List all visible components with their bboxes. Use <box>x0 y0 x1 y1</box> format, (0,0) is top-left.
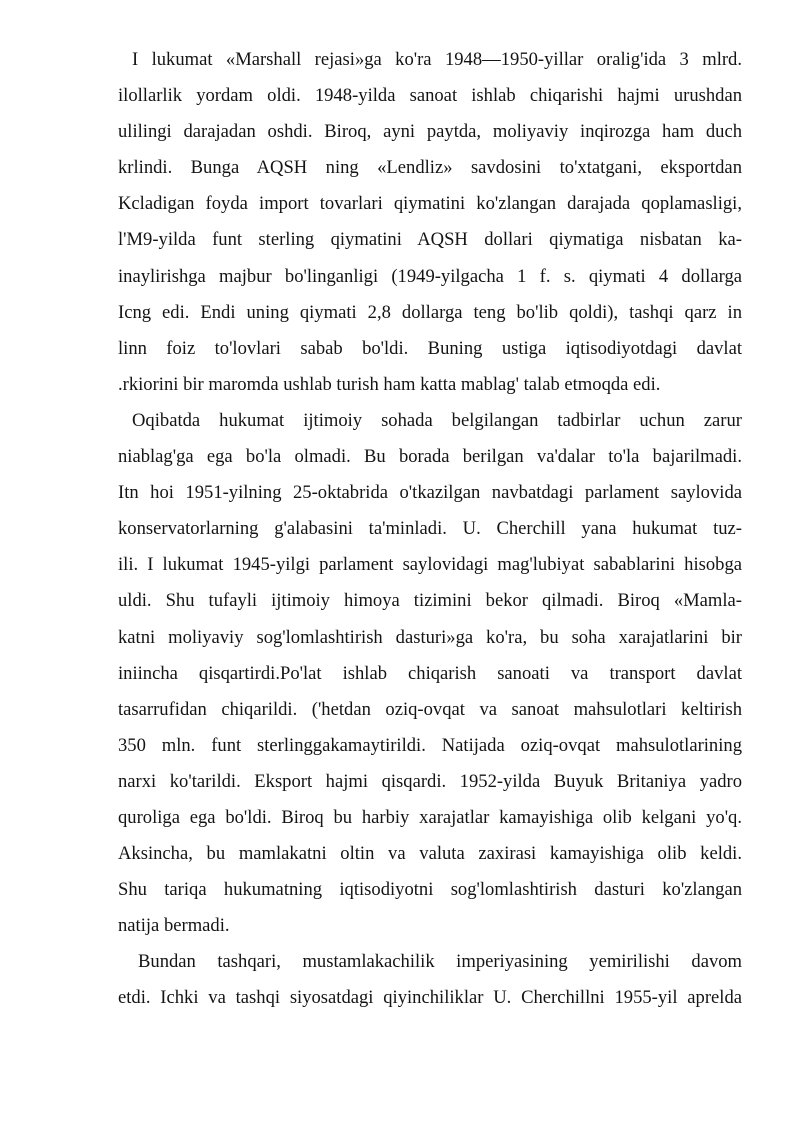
paragraph-line: katni moliyaviy sog'lomlashtirish dasturi»ga ko'ra, bu soha xarajatlarini bir <box>118 626 742 648</box>
document-page <box>118 42 742 1017</box>
paragraph-line: niablag'ga ega bo'la olmadi. Bu borada berilgan va'dalar to'la bajarilmadi. <box>118 446 742 468</box>
paragraph-line: narxi ko'tarildi. Eksport hajmi qisqardi. 1952-yilda Buyuk Britaniya yadro <box>118 770 742 792</box>
paragraph-line: .rkiorini bir maromda ushlab turish ham katta mablag' talab etmoqda edi. <box>118 373 661 395</box>
paragraph-line: linn foiz to'lovlari sabab bo'ldi. Buning ustiga iqtisodiyotdagi davlat <box>118 337 742 359</box>
paragraph-line: ilollarlik yordam oldi. 1948-yilda sanoat ishlab chiqarishi hajmi urushdan <box>118 85 742 107</box>
paragraph-line: konservatorlarning g'alabasini ta'minladi. U. Cherchill yana hukumat tuz- <box>118 518 742 540</box>
paragraph-1 <box>118 42 742 403</box>
paragraph-line: quroliga ega bo'ldi. Biroq bu harbiy xarajatlar kamayishiga olib kelgani yo'q. <box>118 806 742 828</box>
paragraph-line: uldi. Shu tufayli ijtimoiy himoya tizimini bekor qilmadi. Biroq «Mamla- <box>118 590 742 612</box>
paragraph-line: ili. I lukumat 1945-yilgi parlament saylovidagi mag'lubiyat sabablarini hisobga <box>118 554 742 576</box>
paragraph-line: Icng edi. Endi uning qiymati 2,8 dollarga teng bo'lib qoldi), tashqi qarz in <box>118 301 742 323</box>
paragraph-line: Itn hoi 1951-yilning 25-oktabrida o'tkazilgan navbatdagi parlament saylovida <box>118 482 742 504</box>
paragraph-line: krlindi. Bunga AQSH ning «Lendliz» savdosini to'xtatgani, eksportdan <box>118 157 742 179</box>
paragraph-line: iniincha qisqartirdi.Po'lat ishlab chiqarish sanoati va transport davlat <box>118 662 742 684</box>
paragraph-line: Kcladigan foyda import tovarlari qiymatini ko'zlangan darajada qoplamasligi, <box>118 193 742 215</box>
paragraph-line: inaylirishga majbur bo'linganligi (1949-yilgacha 1 f. s. qiymati 4 dollarga <box>118 265 742 287</box>
paragraph-3 <box>118 944 742 1016</box>
paragraph-line: natija bermadi. <box>118 915 230 937</box>
paragraph-line: tasarrufidan chiqarildi. ('hetdan oziq-ovqat va sanoat mahsulotlari keltirish <box>118 698 742 720</box>
paragraph-line: 350 mln. funt sterlinggakamaytirildi. Natijada oziq-ovqat mahsulotlarining <box>118 734 742 756</box>
paragraph-line: etdi. Ichki va tashqi siyosatdagi qiyinchiliklar U. Cherchillni 1955-yil aprelda <box>118 987 742 1009</box>
paragraph-line: Bundan tashqari, mustamlakachilik imperiyasining yemirilishi davom <box>138 951 742 973</box>
paragraph-line: I lukumat «Marshall rejasi»ga ko'ra 1948—1950-yillar oralig'ida 3 mlrd. <box>132 49 742 70</box>
paragraph-line: Aksincha, bu mamlakatni oltin va valuta zaxirasi kamayishiga olib keldi. <box>118 843 742 865</box>
paragraph-line: ulilingi darajadan oshdi. Biroq, ayni paytda, moliyaviy inqirozga ham duch <box>118 121 742 143</box>
paragraph-line: Shu tariqa hukumatning iqtisodiyotni sog'lomlashtirish dasturi ko'zlangan <box>118 879 742 901</box>
paragraph-line: Oqibatda hukumat ijtimoiy sohada belgilangan tadbirlar uchun zarur <box>132 409 742 431</box>
paragraph-2 <box>118 403 742 944</box>
paragraph-line: l'M9-yilda funt sterling qiymatini AQSH dollari qiymatiga nisbatan ka- <box>118 229 742 251</box>
